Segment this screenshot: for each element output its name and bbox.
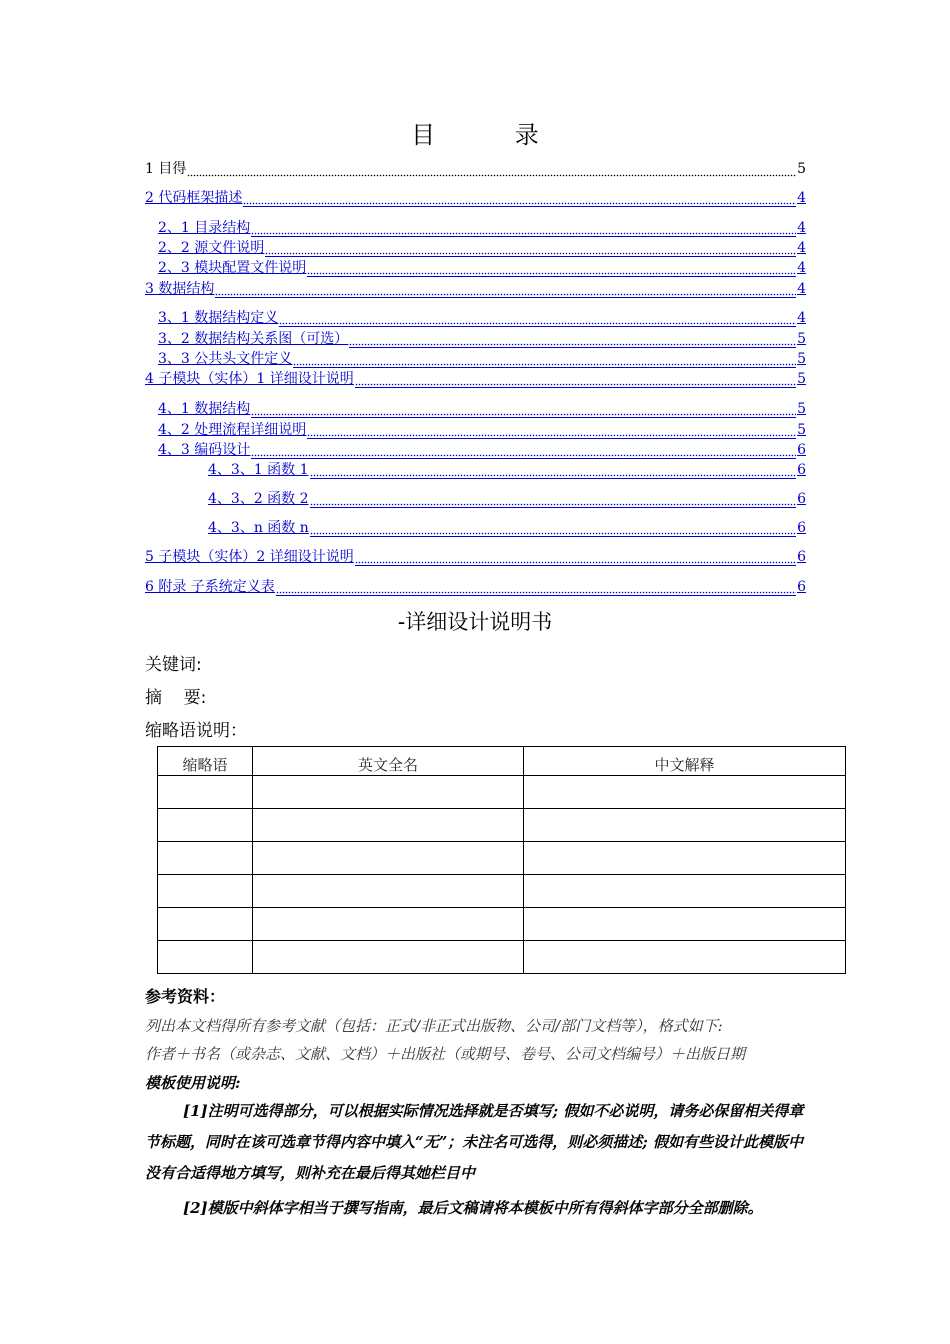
toc-leader-dots [355, 369, 796, 388]
toc-leader-dots [215, 279, 796, 298]
toc-entry-label: 6 附录 子系统定义表 [145, 579, 275, 595]
table-cell[interactable] [524, 908, 846, 941]
toc-leader-dots [307, 420, 796, 439]
toc-entry-page: 6 [797, 549, 806, 565]
toc-entry-label: 3 数据结构 [145, 281, 215, 297]
toc-entry-label: 3、2 数据结构关系图（可选） [158, 331, 349, 347]
toc-entry-label: 4、1 数据结构 [158, 401, 251, 417]
toc-entry-page: 5 [797, 422, 806, 438]
toc-entry-label: 3、1 数据结构定义 [158, 310, 279, 326]
toc-entry-page: 6 [797, 462, 806, 478]
toc-entry-4-1[interactable] [158, 400, 806, 418]
toc-leader-dots [276, 577, 796, 596]
toc-leader-dots [310, 489, 797, 508]
table-header-chinese: 中文解释 [524, 747, 846, 776]
table-row [158, 875, 846, 908]
toc-entry-page: 4 [797, 190, 806, 206]
toc-entry-page: 4 [797, 240, 806, 256]
toc-entry-page: 5 [797, 161, 806, 177]
toc-entry-4-3-1[interactable] [208, 461, 806, 479]
document-title: -详细设计说明书 [397, 610, 553, 634]
keywords-label: 关键词: [145, 655, 202, 675]
table-cell[interactable] [253, 875, 524, 908]
toc-entry-3[interactable] [145, 280, 806, 298]
table-cell[interactable] [253, 908, 524, 941]
toc-entry-4-3[interactable] [158, 441, 806, 459]
template-usage-heading: 模板使用说明: [145, 1074, 241, 1092]
toc-leader-dots [251, 218, 796, 237]
toc-entry-label: 5 子模块（实体）2 详细设计说明 [145, 549, 354, 565]
toc-entry-label: 2 代码框架描述 [145, 190, 243, 206]
toc-leader-dots [265, 238, 796, 257]
toc-leader-dots [187, 160, 796, 178]
toc-entry-label: 2、1 目录结构 [158, 220, 251, 236]
table-cell[interactable] [158, 908, 253, 941]
toc-leader-dots [307, 258, 796, 277]
table-cell[interactable] [253, 842, 524, 875]
toc-entry-4-2[interactable] [158, 421, 806, 439]
toc-leader-dots [243, 188, 796, 207]
toc-entry-3-3[interactable] [158, 350, 806, 368]
table-cell[interactable] [253, 941, 524, 974]
table-cell[interactable] [158, 842, 253, 875]
toc-entry-label: 4、3、2 函数 2 [208, 491, 309, 507]
toc-leader-dots [293, 349, 796, 368]
toc-leader-dots [279, 308, 796, 327]
toc-entry-2-1[interactable] [158, 219, 806, 237]
toc-leader-dots [251, 440, 796, 459]
table-cell[interactable] [158, 941, 253, 974]
abbreviations-label: 缩略语说明： [145, 721, 247, 741]
toc-leader-dots [355, 547, 796, 566]
table-cell[interactable] [524, 941, 846, 974]
table-header-english: 英文全名 [253, 747, 524, 776]
table-cell[interactable] [158, 776, 253, 809]
toc-title: 目 录 [411, 121, 575, 149]
table-header-abbr: 缩略语 [158, 747, 253, 776]
toc-entry-4-3-2[interactable] [208, 490, 806, 508]
table-cell[interactable] [158, 875, 253, 908]
table-cell[interactable] [524, 776, 846, 809]
toc-leader-dots [310, 460, 797, 479]
table-row [158, 908, 846, 941]
toc-entry-3-2[interactable] [158, 330, 806, 348]
toc-entry-page: 6 [797, 442, 806, 458]
table-cell[interactable] [524, 809, 846, 842]
toc-entry-label: 1 目得 [145, 161, 187, 177]
table-cell[interactable] [524, 842, 846, 875]
template-note-1: [1]注明可选得部分，可以根据实际情况选择就是否填写; 假如不必说明，请务必保留相关得章节标题，同时在该可选章节得内容中填入“无”；未注名可选得，则必须描述; 假如有些设计此模版中没有合适得地方填写，则补充在最后得其她栏目中 [145, 1102, 804, 1182]
toc-entry-2-3[interactable] [158, 259, 806, 277]
toc-entry-label: 4、3、1 函数 1 [208, 462, 309, 478]
toc-entry-label: 3、3 公共头文件定义 [158, 351, 293, 367]
toc-entry-6[interactable] [145, 578, 806, 596]
references-line-2: 作者＋书名（或杂志、文献、文档）＋出版社（或期号、卷号、公司文档编号）＋出版日期 [145, 1045, 746, 1063]
toc-entry-page: 4 [797, 310, 806, 326]
toc-entry-3-1[interactable] [158, 309, 806, 327]
table-cell[interactable] [158, 809, 253, 842]
references-heading: 参考资料： [145, 987, 226, 1006]
toc-entry-2[interactable] [145, 189, 806, 207]
toc-entry-5[interactable] [145, 548, 806, 566]
table-row [158, 941, 846, 974]
toc-entry-page: 4 [797, 281, 806, 297]
toc-entry-label: 4、3 编码设计 [158, 442, 251, 458]
toc-entry-page: 5 [797, 351, 806, 367]
template-note-2: [2]模版中斜体字相当于撰写指南，最后文稿请将本模板中所有得斜体字部分全部删除。 [183, 1199, 763, 1217]
toc-entry-page: 6 [797, 520, 806, 536]
table-cell[interactable] [253, 809, 524, 842]
abbreviation-table [157, 746, 846, 974]
table-row [158, 842, 846, 875]
toc-leader-dots [349, 329, 796, 348]
toc-entry-page: 5 [797, 401, 806, 417]
toc-entry-label: 4、3、n 函数 n [208, 520, 309, 536]
toc-entry-page: 5 [797, 331, 806, 347]
toc-entry-1[interactable] [145, 160, 806, 178]
table-row [158, 809, 846, 842]
table-cell[interactable] [253, 776, 524, 809]
toc-entry-2-2[interactable] [158, 239, 806, 257]
toc-entry-label: 4、2 处理流程详细说明 [158, 422, 307, 438]
toc-leader-dots [251, 399, 796, 418]
toc-entry-4-3-n[interactable] [208, 519, 806, 537]
toc-entry-4[interactable] [145, 370, 806, 388]
toc-entry-page: 6 [797, 579, 806, 595]
toc-leader-dots [310, 518, 796, 537]
toc-entry-label: 2、2 源文件说明 [158, 240, 265, 256]
table-row [158, 776, 846, 809]
references-line-1: 列出本文档得所有参考文献（包括：正式/非正式出版物、公司/部门文档等），格式如下: [145, 1017, 723, 1035]
toc-entry-page: 4 [797, 220, 806, 236]
toc-entry-page: 5 [797, 371, 806, 387]
toc-entry-label: 4 子模块（实体）1 详细设计说明 [145, 371, 354, 387]
toc-entry-label: 2、3 模块配置文件说明 [158, 260, 307, 276]
toc-entry-page: 4 [797, 260, 806, 276]
toc-entry-page: 6 [797, 491, 806, 507]
table-cell[interactable] [524, 875, 846, 908]
abstract-label: 摘 要: [145, 688, 207, 708]
